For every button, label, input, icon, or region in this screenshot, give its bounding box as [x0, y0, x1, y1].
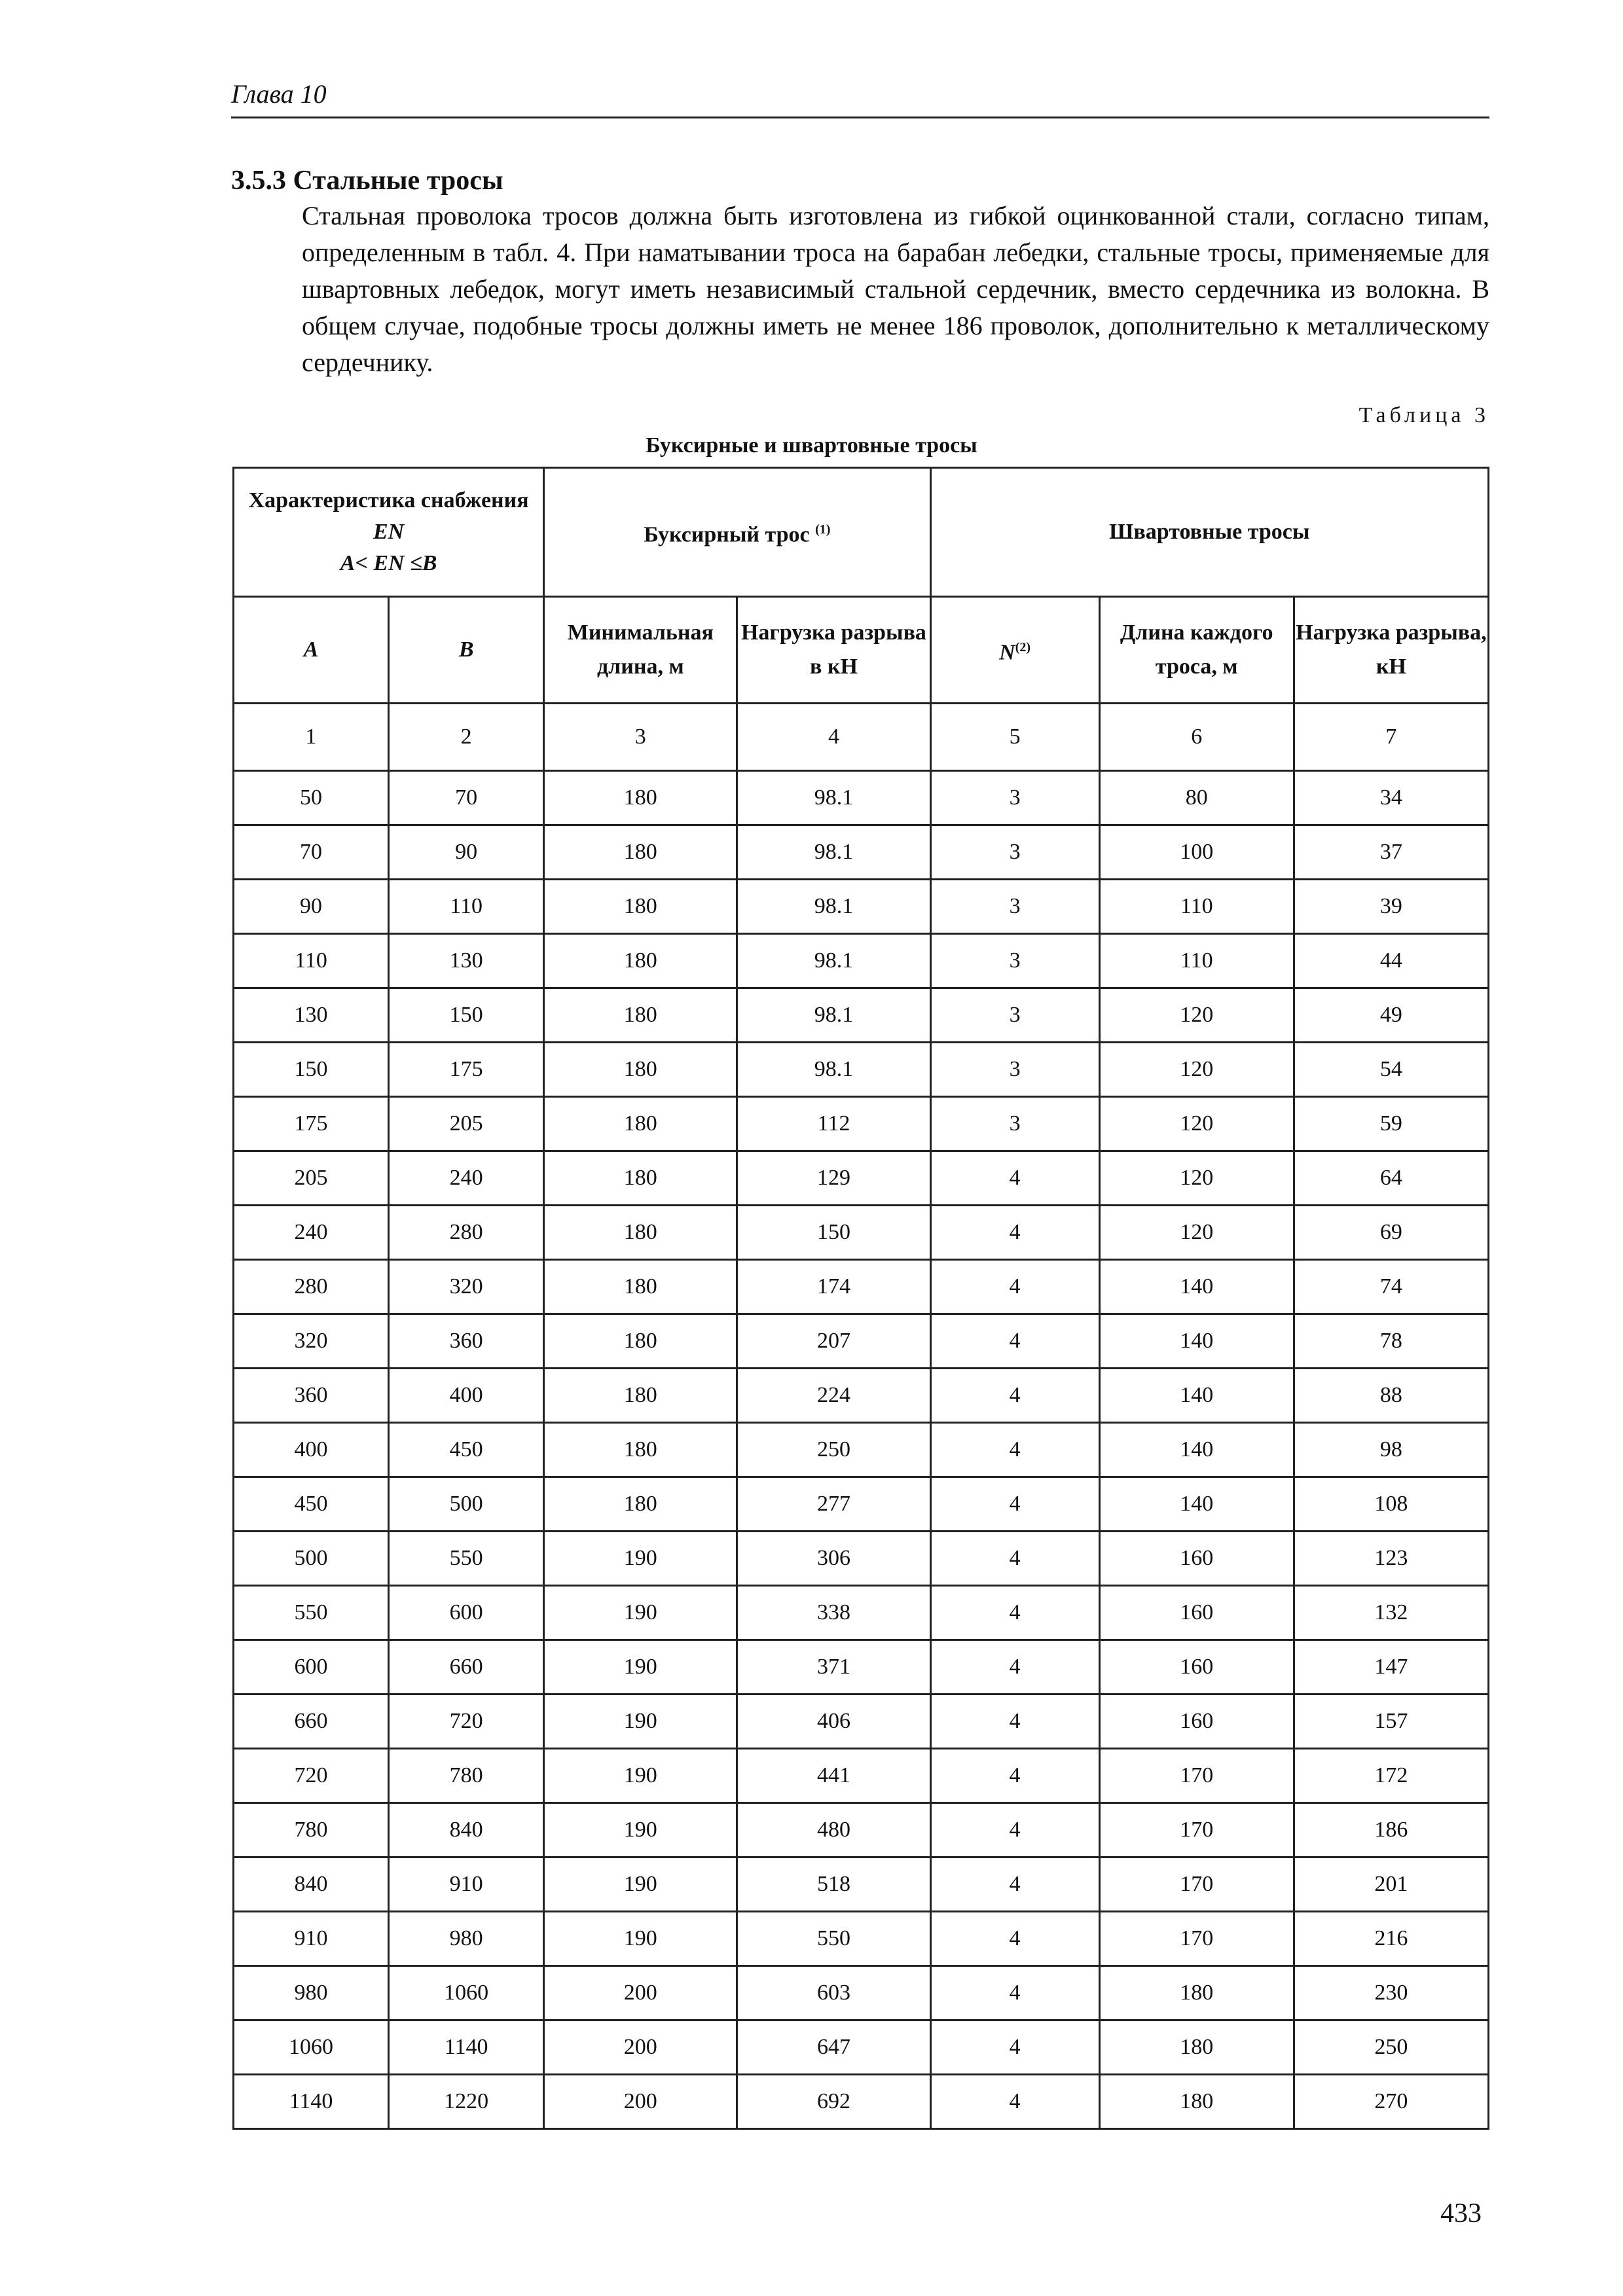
table-cell: 170	[1099, 1749, 1294, 1803]
table-cell: 360	[234, 1369, 389, 1423]
table-cell: 180	[544, 880, 737, 934]
table-cell: 647	[737, 2020, 930, 2075]
table-cell: 140	[1099, 1369, 1294, 1423]
table-cell: 320	[389, 1260, 544, 1314]
table-cell: 4	[930, 1912, 1099, 1966]
table-cell: 98.1	[737, 988, 930, 1043]
table-cell: 277	[737, 1477, 930, 1532]
table-cell: 180	[544, 1314, 737, 1369]
table-cell: 360	[389, 1314, 544, 1369]
table-cell: 180	[544, 988, 737, 1043]
table-cell: 1140	[389, 2020, 544, 2075]
table-cell: 180	[544, 1043, 737, 1097]
table-cell: 37	[1294, 825, 1488, 880]
table-cell: 840	[234, 1857, 389, 1912]
table-cell: 160	[1099, 1586, 1294, 1640]
table-cell: 3	[930, 988, 1099, 1043]
table-cell: 190	[544, 1803, 737, 1857]
table-cell: 180	[544, 1423, 737, 1477]
table-cell: 4	[930, 1695, 1099, 1749]
table-cell: 186	[1294, 1803, 1488, 1857]
table-cell: 180	[544, 825, 737, 880]
table-cell: 450	[389, 1423, 544, 1477]
table-cell: 120	[1099, 1151, 1294, 1206]
break-load-mooring-header: Нагрузка разрыва, кН	[1294, 597, 1488, 704]
table-cell: 180	[544, 1097, 737, 1151]
table-cell: 3	[930, 825, 1099, 880]
towline-footnote-mark: (1)	[815, 522, 831, 537]
table-cell: 910	[389, 1857, 544, 1912]
column-number-cell: 7	[1294, 704, 1488, 771]
column-number-cell: 5	[930, 704, 1099, 771]
table-cell: 4	[930, 2020, 1099, 2075]
table-cell: 338	[737, 1586, 930, 1640]
table-cell: 140	[1099, 1423, 1294, 1477]
table-cell: 98.1	[737, 1043, 930, 1097]
table-cell: 4	[930, 1857, 1099, 1912]
table-row	[234, 1695, 1489, 1749]
equipment-characteristic-header: Характеристика снабжения EN A< EN ≤B	[234, 468, 544, 597]
table-row	[234, 1586, 1489, 1640]
table-cell: 660	[389, 1640, 544, 1695]
table-cell: 4	[930, 1803, 1099, 1857]
n-footnote-mark: (2)	[1015, 639, 1031, 655]
table-cell: 180	[544, 1206, 737, 1260]
table-cell: 518	[737, 1857, 930, 1912]
column-number-cell: 3	[544, 704, 737, 771]
table-cell: 34	[1294, 771, 1488, 825]
table-cell: 175	[234, 1097, 389, 1151]
table-cell: 224	[737, 1369, 930, 1423]
table-cell: 180	[1099, 2075, 1294, 2129]
table-cell: 4	[930, 1640, 1099, 1695]
table-cell: 54	[1294, 1043, 1488, 1097]
table-cell: 174	[737, 1260, 930, 1314]
table-cell: 170	[1099, 1803, 1294, 1857]
table-row	[234, 1043, 1489, 1097]
table-cell: 780	[389, 1749, 544, 1803]
n-header: $N^{(2)}$	[930, 597, 1099, 704]
table-cell: 371	[737, 1640, 930, 1695]
table-cell: 150	[737, 1206, 930, 1260]
table-cell: 600	[389, 1586, 544, 1640]
table-cell: 120	[1099, 1206, 1294, 1260]
table-cell: 720	[389, 1695, 544, 1749]
table-cell: 140	[1099, 1314, 1294, 1369]
table-cell: 230	[1294, 1966, 1488, 2020]
table-cell: 180	[544, 1477, 737, 1532]
table-cell: 112	[737, 1097, 930, 1151]
table-cell: 190	[544, 1695, 737, 1749]
table-row	[234, 1640, 1489, 1695]
table-row	[234, 825, 1489, 880]
table-cell: 88	[1294, 1369, 1488, 1423]
table-cell: 400	[234, 1423, 389, 1477]
table-cell: 70	[234, 825, 389, 880]
table-cell: 250	[737, 1423, 930, 1477]
table-cell: 110	[1099, 934, 1294, 988]
table-row	[234, 1912, 1489, 1966]
table-cell: 100	[1099, 825, 1294, 880]
table-cell: 98.1	[737, 771, 930, 825]
table-cell: 240	[234, 1206, 389, 1260]
rope-table	[232, 467, 1489, 2130]
table-cell: 780	[234, 1803, 389, 1857]
table-cell: 190	[544, 1640, 737, 1695]
table-cell: 180	[544, 1151, 737, 1206]
table-row	[234, 1423, 1489, 1477]
table-cell: 3	[930, 771, 1099, 825]
table-cell: 200	[544, 2020, 737, 2075]
table-cell: 280	[234, 1260, 389, 1314]
table-cell: 157	[1294, 1695, 1488, 1749]
table-row	[234, 934, 1489, 988]
table-cell: 4	[930, 2075, 1099, 2129]
table-cell: 110	[1099, 880, 1294, 934]
column-number-cell: 1	[234, 704, 389, 771]
table-cell: 190	[544, 1532, 737, 1586]
table-cell: 98.1	[737, 880, 930, 934]
table-cell: 4	[930, 1749, 1099, 1803]
table-cell: 190	[544, 1912, 737, 1966]
table-cell: 450	[234, 1477, 389, 1532]
table-cell: 980	[389, 1912, 544, 1966]
table-row	[234, 988, 1489, 1043]
table-cell: 129	[737, 1151, 930, 1206]
table-row	[234, 2075, 1489, 2129]
table-cell: 910	[234, 1912, 389, 1966]
table-cell: 4	[930, 1966, 1099, 2020]
table-cell: 110	[234, 934, 389, 988]
table-cell: 280	[389, 1206, 544, 1260]
table-cell: 4	[930, 1206, 1099, 1260]
table-cell: 120	[1099, 1097, 1294, 1151]
table-cell: 123	[1294, 1532, 1488, 1586]
table-cell: 200	[544, 2075, 737, 2129]
table-cell: 270	[1294, 2075, 1488, 2129]
table-cell: 80	[1099, 771, 1294, 825]
table-cell: 200	[544, 1966, 737, 2020]
table-row	[234, 880, 1489, 934]
table-cell: 120	[1099, 1043, 1294, 1097]
table-cell: 500	[389, 1477, 544, 1532]
table-row	[234, 1532, 1489, 1586]
table-cell: 660	[234, 1695, 389, 1749]
table-cell: 1140	[234, 2075, 389, 2129]
column-number-row	[234, 704, 1489, 771]
table-cell: 180	[1099, 2020, 1294, 2075]
table-cell: 406	[737, 1695, 930, 1749]
table-cell: 74	[1294, 1260, 1488, 1314]
table-cell: 250	[1294, 2020, 1488, 2075]
table-cell: 180	[544, 1260, 737, 1314]
table-cell: 59	[1294, 1097, 1488, 1151]
header-row-2	[234, 597, 1489, 704]
break-load-header: Нагрузка разрыва в кН	[737, 597, 930, 704]
table-cell: 1060	[389, 1966, 544, 2020]
table-cell: 4	[930, 1260, 1099, 1314]
table-cell: 480	[737, 1803, 930, 1857]
table-cell: 3	[930, 934, 1099, 988]
table-cell: 500	[234, 1532, 389, 1586]
table-cell: 840	[389, 1803, 544, 1857]
table-cell: 120	[1099, 988, 1294, 1043]
table-cell: 3	[930, 1043, 1099, 1097]
table-row	[234, 771, 1489, 825]
table-cell: 3	[930, 1097, 1099, 1151]
table-row	[234, 2020, 1489, 2075]
table-cell: 441	[737, 1749, 930, 1803]
table-cell: 147	[1294, 1640, 1488, 1695]
table-cell: 201	[1294, 1857, 1488, 1912]
column-number-cell: 4	[737, 704, 930, 771]
table-cell: 692	[737, 2075, 930, 2129]
table-row	[234, 1857, 1489, 1912]
table-cell: 78	[1294, 1314, 1488, 1369]
table-cell: 4	[930, 1423, 1099, 1477]
table-cell: 70	[389, 771, 544, 825]
table-row	[234, 1314, 1489, 1369]
table-cell: 49	[1294, 988, 1488, 1043]
table-cell: 216	[1294, 1912, 1488, 1966]
table-cell: 600	[234, 1640, 389, 1695]
table-cell: 180	[544, 934, 737, 988]
table-cell: 98.1	[737, 825, 930, 880]
table-cell: 190	[544, 1586, 737, 1640]
table-cell: 1220	[389, 2075, 544, 2129]
table-cell: 140	[1099, 1260, 1294, 1314]
table-title: Буксирные и швартовные тросы	[646, 433, 977, 457]
table-row	[234, 1749, 1489, 1803]
table-cell: 98	[1294, 1423, 1488, 1477]
table-cell: 160	[1099, 1532, 1294, 1586]
column-number-cell: 2	[389, 704, 544, 771]
table-cell: 180	[1099, 1966, 1294, 2020]
table-cell: 550	[389, 1532, 544, 1586]
table-cell: 980	[234, 1966, 389, 2020]
table-cell: 140	[1099, 1477, 1294, 1532]
table-cell: 90	[234, 880, 389, 934]
table-row	[234, 1477, 1489, 1532]
table-cell: 190	[544, 1857, 737, 1912]
table-cell: 50	[234, 771, 389, 825]
min-length-header: Минимальная длина, м	[544, 597, 737, 704]
table-cell: 108	[1294, 1477, 1488, 1532]
page-number: 433	[1440, 2198, 1482, 2229]
table-cell: 205	[389, 1097, 544, 1151]
table-cell: 172	[1294, 1749, 1488, 1803]
towline-header: Буксирный трос $^{(1)}$	[544, 468, 930, 597]
each-length-header: Длина каждого троса, м	[1099, 597, 1294, 704]
table-cell: 4	[930, 1532, 1099, 1586]
table-cell: 150	[234, 1043, 389, 1097]
page-header	[231, 77, 1489, 118]
table-cell: 550	[737, 1912, 930, 1966]
table-cell: 160	[1099, 1695, 1294, 1749]
table-cell: 150	[389, 988, 544, 1043]
table-cell: 98.1	[737, 934, 930, 988]
table-cell: 69	[1294, 1206, 1488, 1260]
table-row	[234, 1260, 1489, 1314]
table-cell: 3	[930, 880, 1099, 934]
table-cell: 44	[1294, 934, 1488, 988]
table-cell: 160	[1099, 1640, 1294, 1695]
col-a-header: A	[234, 597, 389, 704]
table-cell: 170	[1099, 1912, 1294, 1966]
table-cell: 175	[389, 1043, 544, 1097]
table-cell: 130	[234, 988, 389, 1043]
table-cell: 207	[737, 1314, 930, 1369]
table-cell: 110	[389, 880, 544, 934]
table-cell: 240	[389, 1151, 544, 1206]
table-cell: 190	[544, 1749, 737, 1803]
table-cell: 4	[930, 1477, 1099, 1532]
table-cell: 603	[737, 1966, 930, 2020]
table-row	[234, 1206, 1489, 1260]
header-row-1	[234, 468, 1489, 597]
table-cell: 4	[930, 1151, 1099, 1206]
table-cell: 320	[234, 1314, 389, 1369]
table-cell: 4	[930, 1586, 1099, 1640]
table-row	[234, 1151, 1489, 1206]
table-cell: 180	[544, 771, 737, 825]
table-cell: 720	[234, 1749, 389, 1803]
column-number-cell: 6	[1099, 704, 1294, 771]
chapter-title: Глава 10	[231, 79, 327, 109]
table-row	[234, 1966, 1489, 2020]
table-cell: 1060	[234, 2020, 389, 2075]
section-paragraph: Стальная проволока тросов должна быть изготовлена из гибкой оцинкованной стали, согласно типам, определенным в табл. 4. При наматывании троса на барабан лебедки, стальные тросы, применяемые для швартовных лебедок, могут иметь независимый стальной сердечник, вместо сердечника из волокна. В общем случае, подобные тросы должны иметь не менее 186 проволок, дополнительно к металлическому сердечнику.	[302, 201, 1489, 377]
table-cell: 180	[544, 1369, 737, 1423]
col-b-header: B	[389, 597, 544, 704]
table-cell: 205	[234, 1151, 389, 1206]
table-label: Таблица 3	[1359, 403, 1489, 427]
table-row	[234, 1803, 1489, 1857]
table-cell: 64	[1294, 1151, 1488, 1206]
table-cell: 306	[737, 1532, 930, 1586]
table-cell: 550	[234, 1586, 389, 1640]
mooring-lines-header: Швартовные тросы	[930, 468, 1488, 597]
table-cell: 90	[389, 825, 544, 880]
table-row	[234, 1369, 1489, 1423]
table-row	[234, 1097, 1489, 1151]
table-cell: 400	[389, 1369, 544, 1423]
table-cell: 4	[930, 1314, 1099, 1369]
table-cell: 4	[930, 1369, 1099, 1423]
table-cell: 130	[389, 934, 544, 988]
table-cell: 132	[1294, 1586, 1488, 1640]
table-cell: 39	[1294, 880, 1488, 934]
table-cell: 170	[1099, 1857, 1294, 1912]
section-title: 3.5.3 Стальные тросы	[231, 166, 503, 196]
